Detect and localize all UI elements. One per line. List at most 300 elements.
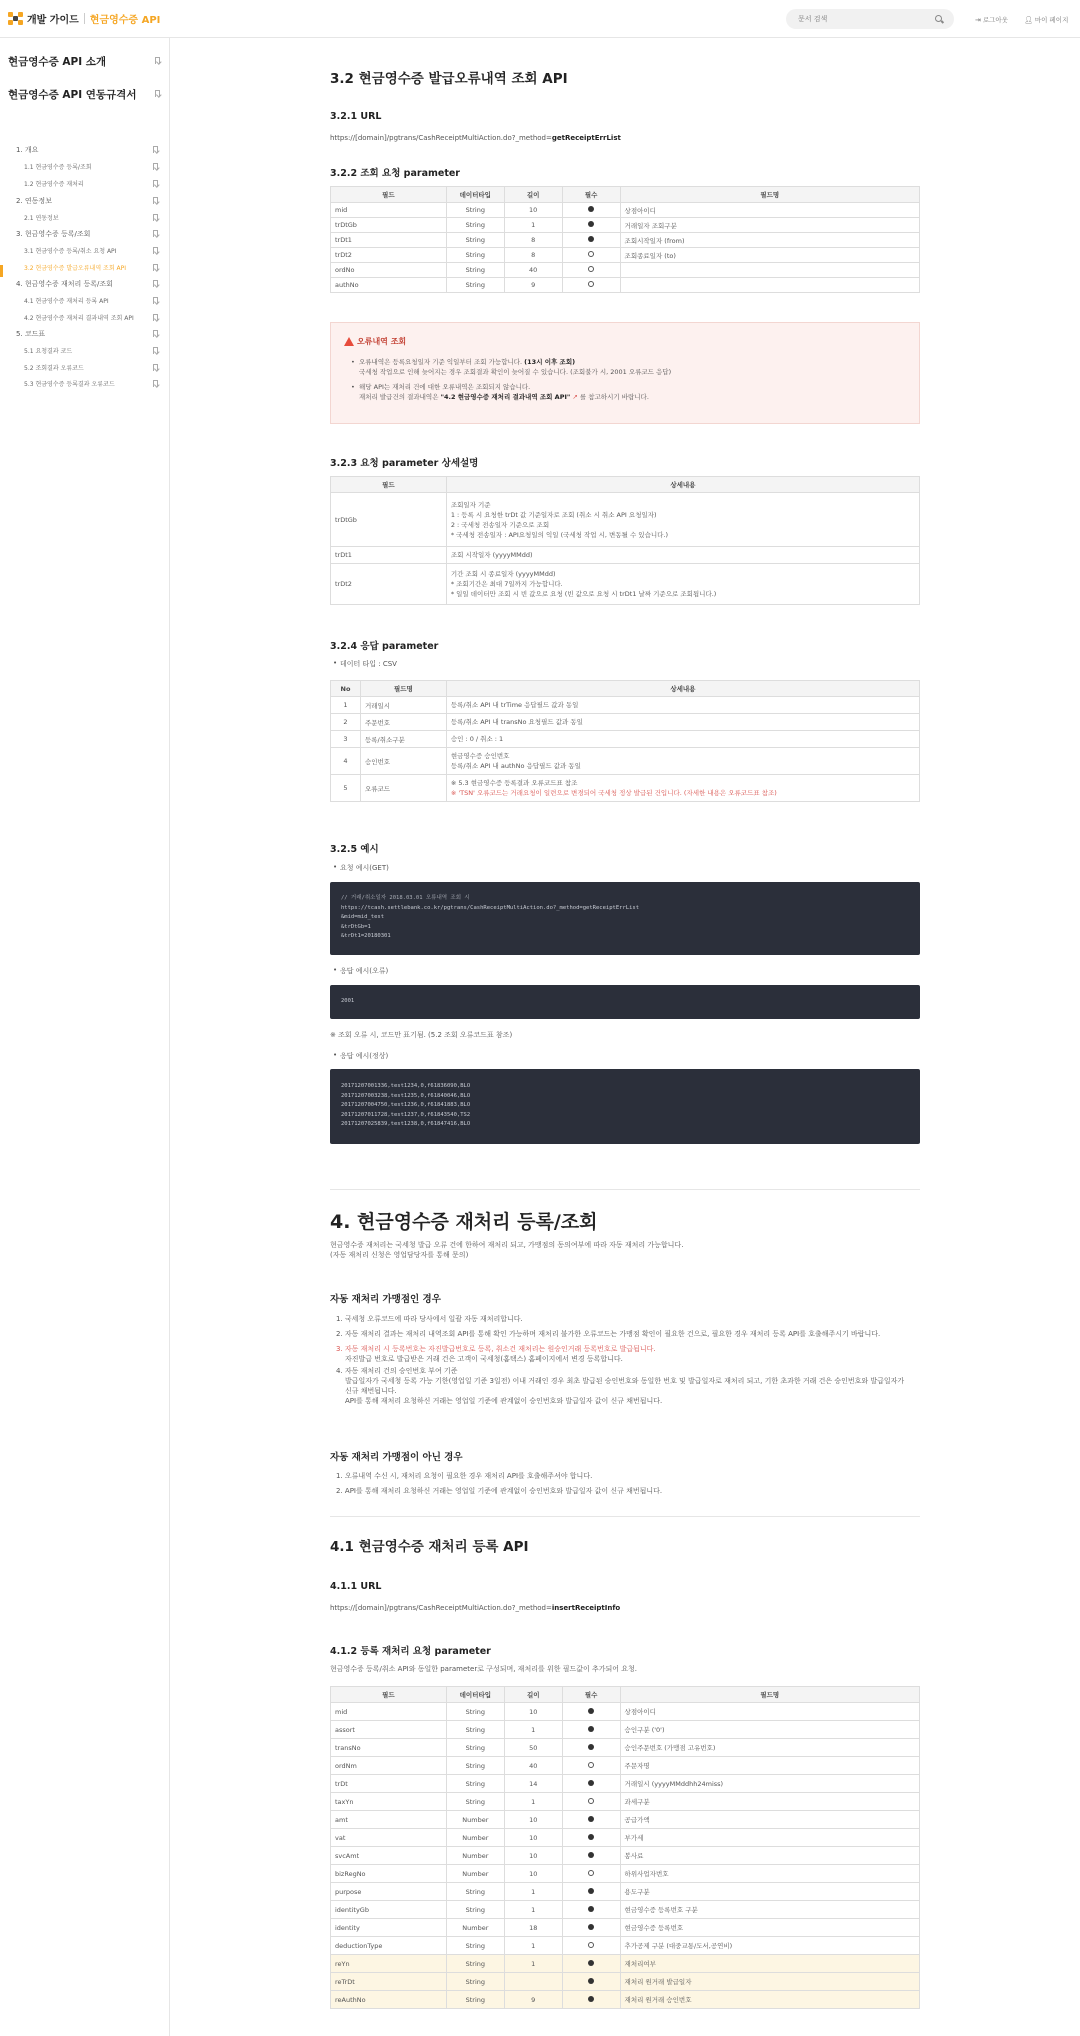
cell-type: String: [446, 1991, 504, 2009]
sidebar-item[interactable]: [24, 162, 158, 171]
cell-field: trDt2: [331, 248, 447, 263]
cell-required: [562, 1739, 620, 1757]
logout-link[interactable]: [975, 15, 1008, 24]
detail-title: 3.2.3 요청 parameter 상세설명: [330, 458, 479, 469]
url-title: 4.1.1 URL: [330, 1581, 382, 1592]
table-row: [331, 1829, 920, 1847]
required-dot-icon: [588, 1780, 594, 1786]
column-header: 길이: [504, 187, 562, 203]
example-ok-label: • 응답 예시(정상): [340, 1051, 388, 1061]
sidebar-section-intro[interactable]: [8, 54, 160, 69]
column-header: 데이터타입: [446, 187, 504, 203]
url-method: getReceiptErrList: [551, 134, 621, 142]
response-table-wrap: [330, 680, 920, 802]
table-row: [331, 233, 920, 248]
sidebar-section-label: 현금영수증 API 연동규격서: [8, 89, 137, 101]
request-params-table-wrap: [330, 186, 920, 293]
detail-line: 기간 조회 시 종료일자 (yyyyMMdd): [450, 570, 556, 578]
code-line: 20171207025839,test1238,0,f61847416,BLO: [341, 1121, 471, 1127]
cell-name: 거래일시 (yyyyMMddhh24miss): [620, 1775, 919, 1793]
cell-required: [562, 1847, 620, 1865]
bookmark-icon[interactable]: [153, 280, 158, 287]
cell-name: 승인주문번호 (가맹점 고유번호): [620, 1739, 919, 1757]
url-title: 3.2.1 URL: [330, 111, 382, 122]
search-input[interactable]: [798, 15, 935, 23]
cell-name: 현금영수증 등록번호 구분: [620, 1901, 919, 1919]
optional-dot-icon: [588, 1798, 594, 1804]
table-row: [331, 1739, 920, 1757]
cell-required: [562, 1811, 620, 1829]
list-item: 1. 국세청 오류코드에 따라 당사에서 일괄 자동 재처리합니다.: [336, 1315, 523, 1323]
request-params-table: [330, 186, 920, 293]
cell-field: trDt1: [331, 233, 447, 248]
cell-detail: [446, 564, 919, 605]
optional-dot-icon: [588, 1762, 594, 1768]
active-indicator: [0, 265, 3, 277]
cell-required: [562, 1703, 620, 1721]
table-row: [331, 1973, 920, 1991]
cell-field: deductionType: [331, 1937, 447, 1955]
sidebar-item-label: 5. 코드표: [16, 330, 46, 338]
cell-type: String: [446, 1793, 504, 1811]
cell-type: String: [446, 1937, 504, 1955]
cell-detail: [446, 697, 919, 714]
sidebar-item-label: 1.1 현금영수증 등록/조회: [24, 164, 92, 171]
cell-required: [562, 233, 620, 248]
cell-name: 봉사료: [620, 1847, 919, 1865]
top-header: [0, 0, 1080, 38]
cell-required: [562, 1991, 620, 2009]
detail-line: * 일일 데이터만 조회 시 빈 값으로 요청 (빈 값으로 요청 시 trDt1 날짜 기준으로 조회됩니다.): [450, 590, 717, 598]
sidebar-item[interactable]: [16, 329, 158, 339]
api-url: [330, 133, 920, 143]
auto-title: 자동 재처리 가맹점인 경우: [330, 1294, 441, 1305]
cell-no: 5: [331, 775, 361, 802]
user-icon: 👤︎: [1024, 15, 1033, 24]
code-line: &mid=mid_test: [341, 914, 385, 920]
cell-length: 10: [504, 1703, 562, 1721]
bookmark-icon[interactable]: [153, 146, 158, 153]
cell-length: 18: [504, 1919, 562, 1937]
code-block-request[interactable]: [330, 882, 920, 955]
bookmark-icon[interactable]: [153, 380, 158, 387]
cell-field: ordNo: [331, 263, 447, 278]
cell-length: 10: [504, 1811, 562, 1829]
table-row: [331, 697, 920, 714]
cell-required: [562, 218, 620, 233]
cell-type: Number: [446, 1847, 504, 1865]
logo-icon: [8, 12, 23, 25]
cell-field: svcAmt: [331, 1847, 447, 1865]
sidebar-item-label: 4. 현금영수증 재처리 등록/조회: [16, 280, 113, 288]
bookmark-icon[interactable]: [155, 57, 160, 64]
mypage-label: 마이 페이지: [1034, 16, 1069, 24]
sidebar-item[interactable]: [24, 363, 158, 372]
cell-required: [562, 1829, 620, 1847]
cell-field: 거래일시: [360, 697, 446, 714]
bookmark-icon[interactable]: [153, 247, 158, 254]
column-header: 길이: [504, 1687, 562, 1703]
column-header: 필드명: [360, 681, 446, 697]
desc-line: 현금영수증 재처리는 국세청 발급 오류 건에 한하여 재처리 되고, 가맹점의 동의여부에 따라 자동 재처리 가능합니다.: [330, 1241, 684, 1249]
divider: [330, 1189, 920, 1190]
table-row: [331, 1793, 920, 1811]
table-row: [331, 203, 920, 218]
list-item: API를 통해 재처리 요청하신 거래는 영업일 기준에 관계없이 승인번호와 발급일자 값이 신규 채번됩니다.: [345, 1397, 663, 1405]
app-title: 개발 가이드: [27, 15, 79, 26]
cell-field: authNo: [331, 278, 447, 293]
cell-name: 주문자명: [620, 1757, 919, 1775]
cell-name: [620, 278, 919, 293]
sidebar-item[interactable]: [24, 246, 158, 255]
cell-length: 10: [504, 1865, 562, 1883]
detail-line: 등록/취소 API 내 authNo 응답필드 값과 동일: [450, 762, 581, 770]
cell-type: String: [446, 1883, 504, 1901]
manual-list: [336, 1471, 916, 1496]
code-line: 20171207001336,test1234,0,f61836090,BLO: [341, 1083, 471, 1089]
table-header-row: [331, 681, 920, 697]
column-header: 상세내용: [446, 681, 919, 697]
cell-type: Number: [446, 1865, 504, 1883]
sidebar-item[interactable]: [16, 279, 158, 289]
cell-type: String: [446, 263, 504, 278]
table-row: [331, 547, 920, 564]
section-title-4: 4. 현금영수증 재처리 등록/조회: [330, 1211, 598, 1233]
cell-name: 부가세: [620, 1829, 919, 1847]
column-header: No: [331, 681, 361, 697]
sidebar-item[interactable]: [24, 346, 158, 355]
detail-line: 1 : 등록 시 요청한 trDt 값 기준일자로 조회 (취소 시 취소 API 요청일자): [450, 510, 657, 519]
cell-required: [562, 203, 620, 218]
cell-field: reYn: [331, 1955, 447, 1973]
required-dot-icon: [588, 1816, 594, 1822]
detail-line: 등록/취소 API 내 trTime 응답필드 값과 동일: [450, 701, 579, 709]
cell-detail: [446, 748, 919, 775]
warning-title-text: 오류내역 조회: [357, 337, 407, 346]
cell-name: 재처리여부: [620, 1955, 919, 1973]
cell-required: [562, 1937, 620, 1955]
detail-table-wrap: [330, 476, 920, 605]
bookmark-icon[interactable]: [153, 163, 158, 170]
search-box: [786, 9, 954, 29]
cell-type: Number: [446, 1919, 504, 1937]
logout-label: 로그아웃: [982, 16, 1008, 24]
warning-line: 를 참고하시기 바랍니다.: [579, 393, 649, 401]
section-title-4-1: 4.1 현금영수증 재처리 등록 API: [330, 1539, 529, 1555]
divider: [330, 1516, 920, 1517]
table-row: [331, 1811, 920, 1829]
bookmark-icon[interactable]: [153, 197, 158, 204]
cell-length: 1: [504, 218, 562, 233]
logo[interactable]: [8, 11, 160, 26]
cell-name: 거래일자 조회구분: [620, 218, 919, 233]
sidebar-item[interactable]: [16, 145, 158, 155]
cell-name: [620, 263, 919, 278]
cell-length: 14: [504, 1775, 562, 1793]
cell-length: 10: [504, 1829, 562, 1847]
external-link-icon[interactable]: ↗: [572, 393, 578, 401]
table-header-row: [331, 477, 920, 493]
warning-title: [344, 336, 406, 347]
code-line: &trDtGb=1: [341, 923, 371, 930]
table-row: [331, 1901, 920, 1919]
bookmark-icon[interactable]: [153, 364, 158, 371]
list-item: 2. 자동 재처리 결과는 재처리 내역조회 API를 통해 확인 가능하며 재처리 불가한 오류코드는 가맹점 확인이 필요한 건으로, 필요한 경우 재처리 등록 API를 호출해주시기 바랍니다.: [336, 1330, 881, 1338]
cell-field: transNo: [331, 1739, 447, 1757]
warning-list: • 오류내역은 등록요청일자 기준 익일부터 조회 가능합니다. (13시 이후 조회) 국세청 작업으로 인해 늦어지는 경우 조회결과 확인이 늦어질 수 있습니다. (조회불가 시, 2001 오류코드 응답) • 해당 API는 재처리 건에 대한 오류내역은 조회되지 않습니다. 재처리 발급건의 결과내역은 "4.2 현금영수증 재처리 결과내역 조회 API" ↗ 를 참고하시기 바랍니다.: [359, 357, 909, 402]
warning-icon: [344, 337, 354, 346]
sidebar-item[interactable]: [24, 313, 158, 322]
detail-line: ※ 5.3 현금영수증 등록결과 오류코드표 참조: [450, 779, 578, 787]
table-row: [331, 1865, 920, 1883]
cell-required: [562, 263, 620, 278]
sidebar-item-label: 3. 현금영수증 등록/조회: [16, 230, 91, 238]
table-header-row: [331, 1687, 920, 1703]
cell-type: String: [446, 218, 504, 233]
cell-required: [562, 1793, 620, 1811]
required-dot-icon: [588, 236, 594, 242]
required-dot-icon: [588, 1996, 594, 2002]
table-row: [331, 1703, 920, 1721]
sidebar-section-label: 현금영수증 API 소개: [8, 56, 107, 68]
cell-required: [562, 1883, 620, 1901]
bookmark-icon[interactable]: [153, 297, 158, 304]
sidebar-item-label: 5.2 조회결과 오류코드: [24, 365, 84, 372]
table-row: [331, 1847, 920, 1865]
warning-line: 오류내역은 등록요청일자 기준 익일부터 조회 가능합니다.: [359, 358, 523, 366]
code-line: 20171207004750,test1236,0,f61841883,BLO: [341, 1102, 471, 1108]
table-row: [331, 218, 920, 233]
column-header: 필드: [331, 477, 447, 493]
table-row: [331, 493, 920, 547]
cell-length: 40: [504, 1757, 562, 1775]
required-dot-icon: [588, 1906, 594, 1912]
sidebar-item-label: 4.2 현금영수증 재처리 결과내역 조회 API: [24, 315, 134, 322]
bookmark-icon[interactable]: [153, 264, 158, 271]
list-item: 2. API를 통해 재처리 요청하신 거래는 영업일 기준에 관계없이 승인번호와 발급일자 값이 신규 채번됩니다.: [336, 1487, 663, 1495]
cell-field: amt: [331, 1811, 447, 1829]
cell-name: 현금영수증 등록번호: [620, 1919, 919, 1937]
column-header: 필드명: [620, 1687, 919, 1703]
cell-name: 상점아이디: [620, 203, 919, 218]
cell-type: Number: [446, 1811, 504, 1829]
cell-field: mid: [331, 1703, 447, 1721]
bookmark-icon[interactable]: [153, 330, 158, 337]
cell-detail: [446, 775, 919, 802]
cell-length: 1: [504, 1793, 562, 1811]
bookmark-icon[interactable]: [153, 347, 158, 354]
sidebar-item[interactable]: [16, 229, 158, 239]
cell-field: trDt2: [331, 564, 447, 605]
cell-name: 공급가액: [620, 1811, 919, 1829]
sidebar-item[interactable]: [16, 196, 158, 206]
app-subtitle: 현금영수증 API: [89, 15, 161, 26]
table-row: [331, 1919, 920, 1937]
table-row: [331, 1775, 920, 1793]
auto-list: [336, 1314, 916, 1406]
cell-length: 10: [504, 203, 562, 218]
cell-type: String: [446, 233, 504, 248]
params-title: 4.1.2 등록 재처리 요청 parameter: [330, 1646, 491, 1657]
cell-name: 재처리 원거래 승인번호: [620, 1991, 919, 2009]
optional-dot-icon: [588, 251, 594, 257]
cell-length: 1: [504, 1721, 562, 1739]
bookmark-icon[interactable]: [153, 180, 158, 187]
sidebar-item[interactable]: [24, 379, 158, 388]
bookmark-icon[interactable]: [153, 314, 158, 321]
required-dot-icon: [588, 1726, 594, 1732]
detail-line: ※ 'TSN' 오류코드는 거래요청이 일련으로 변경되어 국세청 정상 발급된 건입니다. (자세한 내용은 오류코드표 참조): [450, 789, 777, 797]
cell-field: ordNm: [331, 1757, 447, 1775]
warning-line-strong: (13시 이후 조회): [524, 358, 576, 366]
cell-type: Number: [446, 1829, 504, 1847]
table-row: [331, 1721, 920, 1739]
required-dot-icon: [588, 1978, 594, 1984]
column-header: 필수: [562, 187, 620, 203]
sidebar-item-label: 1. 개요: [16, 146, 39, 154]
code-line: &trDt1=20180301: [341, 933, 391, 939]
warning-line: 재처리 발급건의 결과내역은: [359, 393, 439, 401]
table-header-row: [331, 187, 920, 203]
cell-required: [562, 1721, 620, 1739]
code-line: 20171207003238,test1235,0,f61840046,BLO: [341, 1092, 471, 1099]
sidebar-item-label: 3.1 현금영수증 등록/취소 요청 API: [24, 248, 117, 255]
cell-field: 주문번호: [360, 714, 446, 731]
cell-no: 1: [331, 697, 361, 714]
column-header: 필수: [562, 1687, 620, 1703]
cell-field: trDt1: [331, 547, 447, 564]
code-line: 20171207011728,test1237,0,f61843540,TS2: [341, 1111, 471, 1118]
code-line: // 거래/취소일자 2018.03.01 오류내역 조회 시: [341, 895, 470, 901]
bookmark-icon[interactable]: [153, 230, 158, 237]
cell-type: String: [446, 1775, 504, 1793]
detail-line: 승인 : 0 / 취소 : 1: [450, 735, 504, 743]
cell-length: 8: [504, 248, 562, 263]
cell-length: 1: [504, 1955, 562, 1973]
detail-table: [330, 476, 920, 605]
cell-length: 1: [504, 1901, 562, 1919]
cell-no: 2: [331, 714, 361, 731]
code-block-error[interactable]: [330, 985, 920, 1019]
sidebar-item[interactable]: [24, 263, 158, 272]
cell-detail: [446, 547, 919, 564]
column-header: 필드명: [620, 187, 919, 203]
register-params-table: [330, 1686, 920, 2009]
cell-required: [562, 1865, 620, 1883]
response-type: • 데이터 타입 : CSV: [340, 659, 397, 669]
cell-required: [562, 1973, 620, 1991]
logout-icon: ⇥: [975, 15, 981, 24]
cell-type: String: [446, 1739, 504, 1757]
table-row: [331, 1757, 920, 1775]
required-dot-icon: [588, 1924, 594, 1930]
optional-dot-icon: [588, 281, 594, 287]
sidebar-item[interactable]: [24, 213, 158, 222]
section-4-desc: [330, 1240, 920, 1260]
cell-length: 1: [504, 1883, 562, 1901]
column-header: 필드: [331, 1687, 447, 1703]
cell-field: trDtGb: [331, 493, 447, 547]
example-note: ※ 조회 오류 시, 코드만 표기됨. (5.2 조회 오류코드표 참조): [330, 1031, 513, 1039]
sidebar-item[interactable]: [24, 296, 158, 305]
table-row: [331, 278, 920, 293]
cell-field: 승인번호: [360, 748, 446, 775]
cell-name: 재처리 원거래 발급일자: [620, 1973, 919, 1991]
bookmark-icon[interactable]: [153, 214, 158, 221]
sidebar-item-label: 2.1 연동정보: [24, 215, 59, 222]
bookmark-icon[interactable]: [155, 90, 160, 97]
list-item: 발급일자가 국세청 등록 가능 기한(영업일 기준 3일전) 이내 거래인 경우 최초 발급된 승인번호와 동일한 번호 및 발급일자로 재처리 되고, 기한 초과한 거래 건은 승인번호와 발급일자가: [345, 1377, 905, 1385]
cell-length: 1: [504, 1937, 562, 1955]
cell-length: 40: [504, 263, 562, 278]
cell-length: [504, 1973, 562, 1991]
warning-line: 해당 API는 재처리 건에 대한 오류내역은 조회되지 않습니다.: [359, 383, 531, 391]
code-block-ok[interactable]: [330, 1069, 920, 1144]
cell-length: 9: [504, 278, 562, 293]
sidebar-item-label: 1.2 현금영수증 재처리: [24, 181, 84, 188]
table-row: [331, 263, 920, 278]
sidebar-section-spec[interactable]: [8, 87, 160, 102]
cell-field: identity: [331, 1919, 447, 1937]
cell-name: 조회시작일자 (from): [620, 233, 919, 248]
cell-field: identityGb: [331, 1901, 447, 1919]
cell-name: 상점아이디: [620, 1703, 919, 1721]
example-request-label: • 요청 예시(GET): [340, 863, 389, 873]
cell-required: [562, 1955, 620, 1973]
optional-dot-icon: [588, 1942, 594, 1948]
detail-line: * 국세청 전송일자 : API요청일의 익일 (국세청 작업 시, 변동될 수 있습니다.): [450, 530, 669, 539]
cell-field: taxYn: [331, 1793, 447, 1811]
table-row: [331, 731, 920, 748]
sidebar-item-label: 5.3 현금영수증 등록결과 오류코드: [24, 381, 115, 388]
detail-line: 조회일자 기준: [450, 500, 491, 509]
optional-dot-icon: [588, 1870, 594, 1876]
optional-dot-icon: [588, 266, 594, 272]
sidebar-item-label: 2. 연동정보: [16, 197, 52, 205]
warning-link[interactable]: "4.2 현금영수증 재처리 결과내역 조회 API": [440, 393, 571, 401]
search-icon[interactable]: [935, 15, 944, 24]
column-header: 상세내용: [446, 477, 919, 493]
response-title: 3.2.4 응답 parameter: [330, 641, 439, 652]
sidebar-item-label: 4.1 현금영수증 재처리 등록 API: [24, 298, 109, 305]
cell-required: [562, 248, 620, 263]
cell-field: reTrDt: [331, 1973, 447, 1991]
example-error-label: • 응답 예시(오류): [340, 966, 388, 976]
example-title: 3.2.5 예시: [330, 844, 379, 855]
cell-field: reAuthNo: [331, 1991, 447, 2009]
table-row: [331, 775, 920, 802]
list-item: 3. 자동 재처리 시 등록번호는 자진발급번호로 등록, 취소건 재처리는 원승인거래 등록번호로 발급됩니다.: [336, 1345, 656, 1353]
params-desc: 현금영수증 등록/취소 API와 동일한 parameter로 구성되며, 재처리를 위한 필드값이 추가되어 요청.: [330, 1665, 637, 1673]
cell-name: 하위사업자번호: [620, 1865, 919, 1883]
required-dot-icon: [588, 1708, 594, 1714]
cell-no: 3: [331, 731, 361, 748]
mypage-link[interactable]: [1024, 15, 1068, 24]
cell-type: String: [446, 1721, 504, 1739]
cell-length: 10: [504, 1847, 562, 1865]
cell-field: purpose: [331, 1883, 447, 1901]
cell-required: [562, 1757, 620, 1775]
cell-field: 오류코드: [360, 775, 446, 802]
required-dot-icon: [588, 1744, 594, 1750]
url-method: insertReceiptInfo: [551, 1604, 621, 1612]
divider: [84, 13, 85, 24]
warning-box: [330, 322, 920, 424]
table-row: [331, 1883, 920, 1901]
cell-field: bizRegNo: [331, 1865, 447, 1883]
sidebar-item-label: 5.1 요청결과 코드: [24, 348, 73, 355]
sidebar-item[interactable]: [24, 179, 158, 188]
